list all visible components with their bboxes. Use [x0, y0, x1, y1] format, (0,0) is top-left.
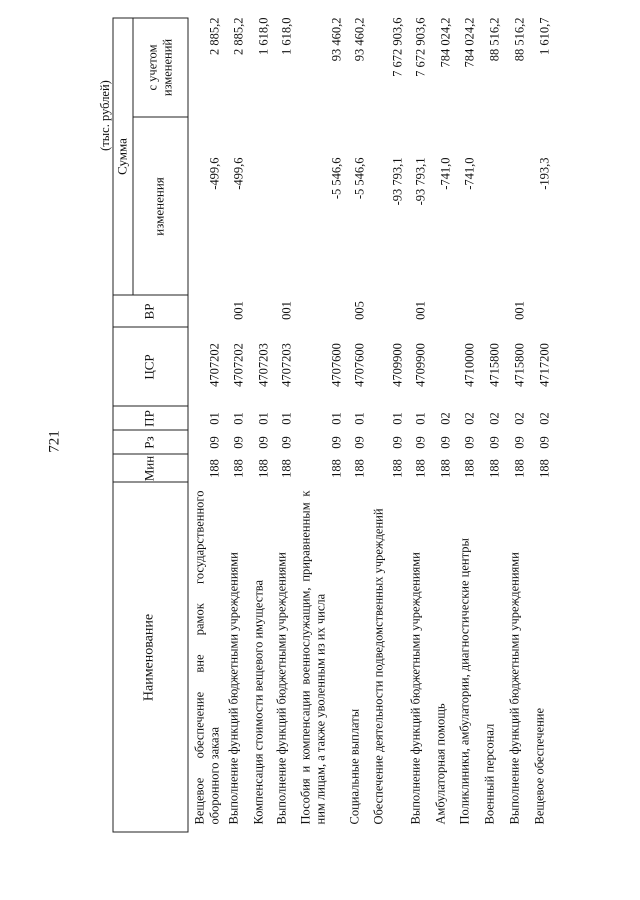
row-change: -5 546,6	[329, 157, 344, 200]
row-pr: 01	[352, 412, 367, 425]
row-min: 188	[390, 459, 405, 478]
row-change: -193,3	[537, 157, 552, 190]
row-min: 188	[231, 459, 246, 478]
row-name: Выполнение функций бюджетными учреждениями	[226, 552, 241, 825]
row-csr: 4710000	[462, 343, 477, 387]
row-csr: 4715800	[512, 343, 527, 387]
row-min: 188	[329, 459, 344, 478]
row-total: 88 516,2	[487, 17, 502, 62]
header-with-change: с учетом изменений	[145, 38, 174, 97]
header-pr: ПР	[141, 410, 157, 427]
row-total: 7 672 903,6	[390, 17, 405, 77]
row-rz: 09	[438, 436, 453, 449]
row-min: 188	[256, 459, 271, 478]
row-pr: 01	[413, 412, 428, 425]
row-total: 88 516,2	[512, 17, 527, 62]
row-name: Выполнение функций бюджетными учреждениями	[507, 552, 522, 825]
row-min: 188	[438, 459, 453, 478]
row-min: 188	[487, 459, 502, 478]
budget-table-rotated	[113, 18, 640, 833]
row-csr: 4707600	[329, 343, 344, 387]
row-rz: 09	[329, 436, 344, 449]
header-vr: ВР	[141, 303, 157, 320]
row-csr: 4715800	[487, 343, 502, 387]
row-name: Социальные выплаты	[347, 708, 362, 825]
row-csr: 4709900	[413, 343, 428, 387]
header-rz: Рз	[141, 436, 157, 449]
row-pr: 01	[231, 412, 246, 425]
header-bottom-line	[188, 18, 189, 833]
row-pr: 02	[438, 412, 453, 425]
row-pr: 02	[512, 412, 527, 425]
row-name: Военный персонал	[482, 723, 497, 825]
row-name: Выполнение функций бюджетными учреждениями	[274, 552, 289, 825]
row-rz: 09	[279, 436, 294, 449]
row-min: 188	[279, 459, 294, 478]
row-rz: 09	[512, 436, 527, 449]
header-csr: ЦСР	[141, 354, 157, 380]
units-note: (тыс. рублей)	[97, 80, 112, 151]
row-pr: 02	[487, 412, 502, 425]
row-total: 93 460,2	[329, 17, 344, 62]
row-rz: 09	[537, 436, 552, 449]
row-name: Пособия и компенсации военнослужащим, приравненным к ним лицам, а также уволенным из их числа	[298, 490, 328, 825]
row-csr: 4707202	[207, 343, 222, 387]
row-name: Выполнение функций бюджетными учреждениями	[408, 552, 423, 825]
row-rz: 09	[413, 436, 428, 449]
row-csr: 4717200	[537, 343, 552, 387]
row-total: 1 618,0	[279, 17, 294, 55]
row-csr: 4709900	[390, 343, 405, 387]
row-pr: 01	[279, 412, 294, 425]
row-change: -499,6	[207, 157, 222, 190]
row-total: 93 460,2	[352, 17, 367, 62]
row-change: -93 793,1	[390, 157, 405, 206]
row-total: 2 885,2	[231, 17, 246, 55]
row-change: -741,0	[438, 157, 453, 190]
row-rz: 09	[207, 436, 222, 449]
row-csr: 4707203	[279, 343, 294, 387]
row-name: Компенсация стоимости вещевого имущества	[251, 579, 266, 825]
row-vr: 001	[279, 301, 294, 320]
row-csr: 4707202	[231, 343, 246, 387]
row-min: 188	[207, 459, 222, 478]
row-min: 188	[413, 459, 428, 478]
row-total: 1 610,7	[537, 17, 552, 55]
row-pr: 01	[207, 412, 222, 425]
row-rz: 09	[231, 436, 246, 449]
header-name: Наименование	[141, 613, 157, 702]
row-pr: 01	[256, 412, 271, 425]
row-rz: 09	[487, 436, 502, 449]
row-name: Вещевое обеспечение вне рамок государственного оборонного заказа	[192, 490, 222, 825]
header-change: изменения	[151, 177, 167, 236]
row-min: 188	[537, 459, 552, 478]
row-vr: 001	[231, 301, 246, 320]
row-rz: 09	[390, 436, 405, 449]
row-pr: 02	[537, 412, 552, 425]
row-change: -499,6	[231, 157, 246, 190]
row-name: Вещевое обеспечение	[532, 708, 547, 825]
row-vr: 001	[413, 301, 428, 320]
row-min: 188	[352, 459, 367, 478]
row-vr: 001	[512, 301, 527, 320]
row-total: 784 024,2	[462, 17, 477, 68]
page-number: 721	[46, 430, 63, 453]
row-pr: 02	[462, 412, 477, 425]
row-total: 7 672 903,6	[413, 17, 428, 77]
row-total: 2 885,2	[207, 17, 222, 55]
row-change: -741,0	[462, 157, 477, 190]
row-rz: 09	[462, 436, 477, 449]
row-rz: 09	[352, 436, 367, 449]
row-min: 188	[462, 459, 477, 478]
table-grid	[113, 18, 640, 833]
row-change: -93 793,1	[413, 157, 428, 206]
row-csr: 4707203	[256, 343, 271, 387]
row-pr: 01	[390, 412, 405, 425]
header-min: Мин	[141, 455, 157, 482]
row-csr: 4707600	[352, 343, 367, 387]
row-name: Амбулаторная помощь	[433, 703, 448, 825]
row-total: 1 618,0	[256, 17, 271, 55]
row-rz: 09	[256, 436, 271, 449]
row-total: 784 024,2	[438, 17, 453, 68]
row-min: 188	[512, 459, 527, 478]
row-change: -5 546,6	[352, 157, 367, 200]
row-name: Обеспечение деятельности подведомственных учреждений	[371, 508, 386, 825]
header-sum: Сумма	[114, 138, 130, 175]
row-pr: 01	[329, 412, 344, 425]
row-vr: 005	[352, 301, 367, 320]
row-name: Поликлиники, амбулатории, диагностические центры	[457, 538, 472, 825]
